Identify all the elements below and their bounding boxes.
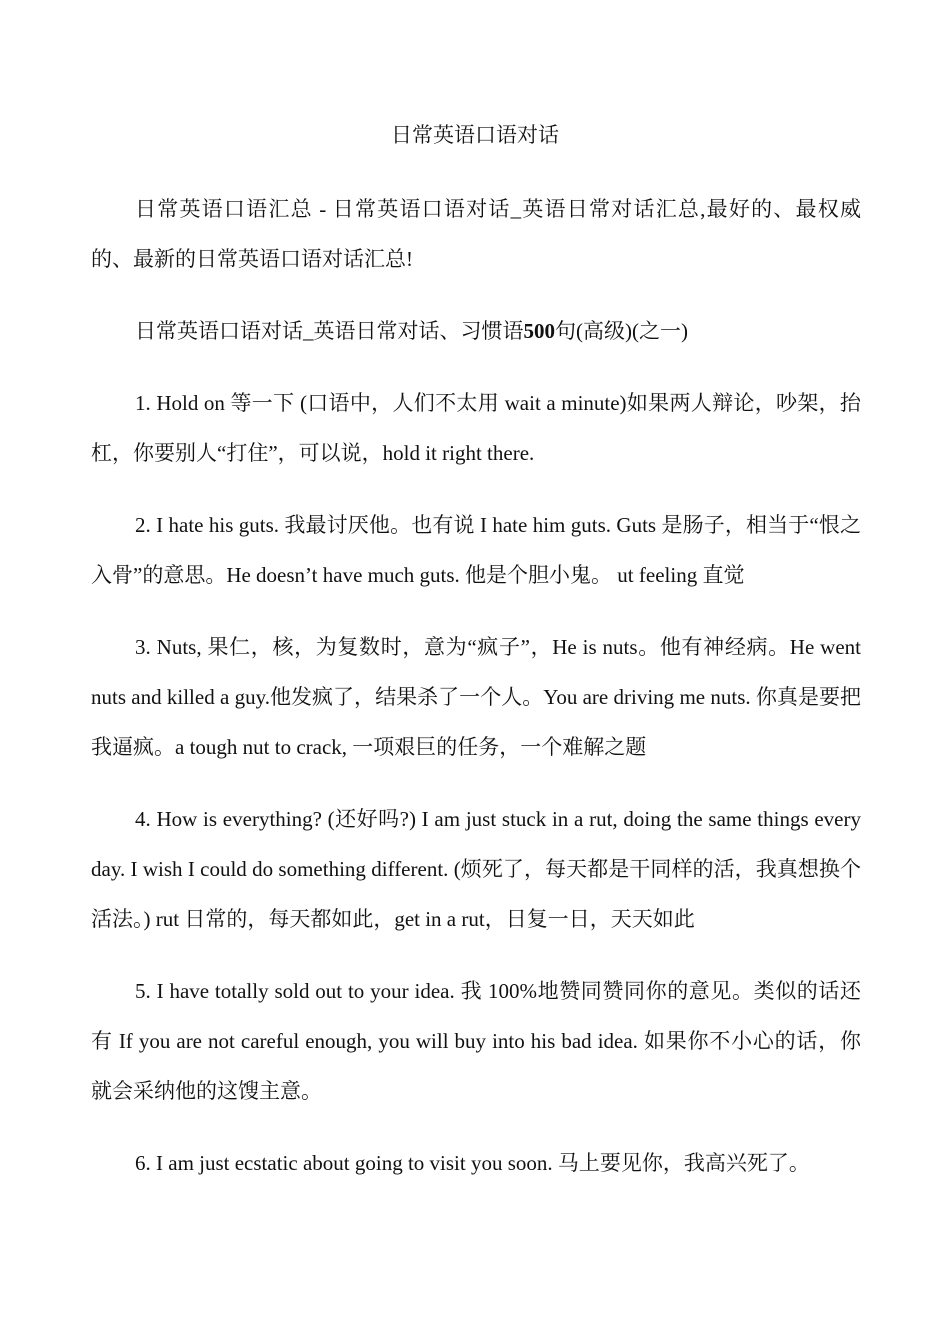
list-item-1: 1. Hold on 等一下 (口语中，人们不太用 wait a minute)如果两人辩论，吵架，抬杠，你要别人“打住”，可以说，hold it right there. (91, 391, 861, 465)
section-heading-suffix: 句(高级)(之一) (555, 319, 688, 343)
list-item-3: 3. Nuts, 果仁，核，为复数时，意为“疯子”，He is nuts。他有神经病。He went nuts and killed a guy.他发疯了，结果杀了一个人。You are driving me nuts. 你真是要把我逼疯。a tough nut to crack, 一项艰巨的任务，一个难解之题 (91, 635, 861, 759)
list-item-5: 5. I have totally sold out to your idea. 我 100%地赞同赞同你的意见。类似的话还有 If you are not careful enough, you will buy into his bad idea. 如果你不小心的话，你就会采纳他的这馊主意。 (91, 979, 861, 1103)
list-item-6: 6. I am just ecstatic about going to visit you soon. 马上要见你，我高兴死了。 (135, 1151, 810, 1175)
document-title: 日常英语口语对话 (391, 123, 559, 147)
section-heading (91, 306, 861, 356)
section-heading-count: 500 (523, 319, 555, 343)
list-item-4: 4. How is everything? (还好吗?) I am just stuck in a rut, doing the same things every day. I wish I could do something different. (烦死了，每天都是干同样的活，我真想换个活法。) rut 日常的，每天都如此，get in a rut，日复一日，天天如此 (91, 807, 861, 931)
section-heading-text: 日常英语口语对话_英语日常对话、习惯语 (135, 319, 524, 343)
intro-paragraph: 日常英语口语汇总 - 日常英语口语对话_英语日常对话汇总,最好的、最权威的、最新的日常英语口语对话汇总! (91, 197, 861, 271)
list-item-2: 2. I hate his guts. 我最讨厌他。也有说 I hate him guts. Guts 是肠子，相当于“恨之入骨”的意思。He doesn’t have much guts. 他是个胆小鬼。 ut feeling 直觉 (91, 513, 861, 587)
